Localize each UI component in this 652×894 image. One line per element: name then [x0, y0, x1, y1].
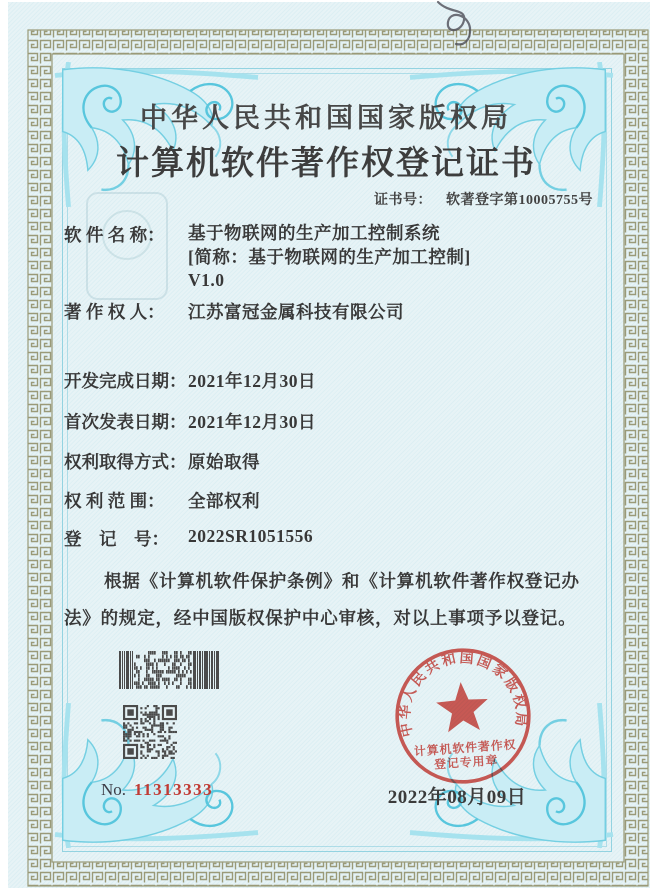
issue-date: 2022年08月09日	[387, 787, 527, 808]
seal-subtitle-line2: 登记专用章	[433, 753, 499, 772]
seal-subtitle-line1: 计算机软件著作权	[413, 737, 517, 759]
certificate-number-line	[374, 189, 593, 209]
first-publish-date-label: 首次发表日期：	[64, 412, 187, 432]
dev-complete-date-value: 2021年12月30日	[188, 371, 316, 391]
certificate-number-label: 证书号：	[374, 193, 432, 208]
certificate-title: 计算机软件著作权登记证书	[116, 146, 536, 182]
registration-number-label: 登 记 号：	[64, 529, 169, 549]
software-name-line1: 基于物联网的生产加工控制系统	[188, 223, 440, 243]
software-name-label: 软 件 名 称：	[64, 225, 165, 245]
star-icon	[435, 680, 490, 733]
serial-number-line	[101, 780, 213, 800]
qr-code	[123, 705, 177, 759]
dev-complete-date-label: 开发完成日期：	[64, 371, 187, 391]
software-name-line3: V1.0	[188, 270, 225, 290]
field-right-scope	[64, 488, 260, 513]
right-scope-value: 全部权利	[188, 491, 260, 511]
software-name-value	[188, 222, 471, 293]
software-name-line2: [简称：基于物联网的生产加工控制]	[188, 246, 471, 267]
right-acquisition-label: 权利取得方式：	[64, 452, 187, 472]
right-scope-label: 权 利 范 围：	[64, 491, 165, 511]
serial-number-value: 11313333	[134, 780, 214, 799]
right-acquisition-value: 原始取得	[188, 452, 260, 472]
first-publish-date-value: 2021年12月30日	[188, 412, 316, 432]
issuing-authority-title: 中华人民共和国国家版权局	[140, 103, 512, 133]
field-software-name	[64, 222, 471, 293]
barcode	[119, 651, 219, 689]
field-first-publish-date	[64, 409, 316, 434]
registration-number-value: 2022SR1051556	[188, 526, 314, 546]
field-right-acquisition	[64, 449, 260, 474]
field-dev-complete-date	[64, 368, 316, 393]
handwritten-mark	[420, 0, 500, 52]
copyright-owner-label: 著 作 权 人：	[64, 302, 165, 322]
seal-ring-text: 中华人民共和国国家版权局	[398, 651, 528, 739]
copyright-owner-value: 江苏富冠金属科技有限公司	[188, 302, 404, 322]
certificate-number-value: 软著登字第10005755号	[446, 193, 593, 208]
field-copyright-owner	[64, 299, 404, 324]
field-registration-number	[64, 526, 313, 551]
serial-number-label: No.	[101, 780, 127, 799]
registration-statement: 根据《计算机软件保护条例》和《计算机软件著作权登记办法》的规定，经中国版权保护中心审核，对以上事项予以登记。	[64, 571, 580, 628]
official-seal	[386, 639, 540, 793]
